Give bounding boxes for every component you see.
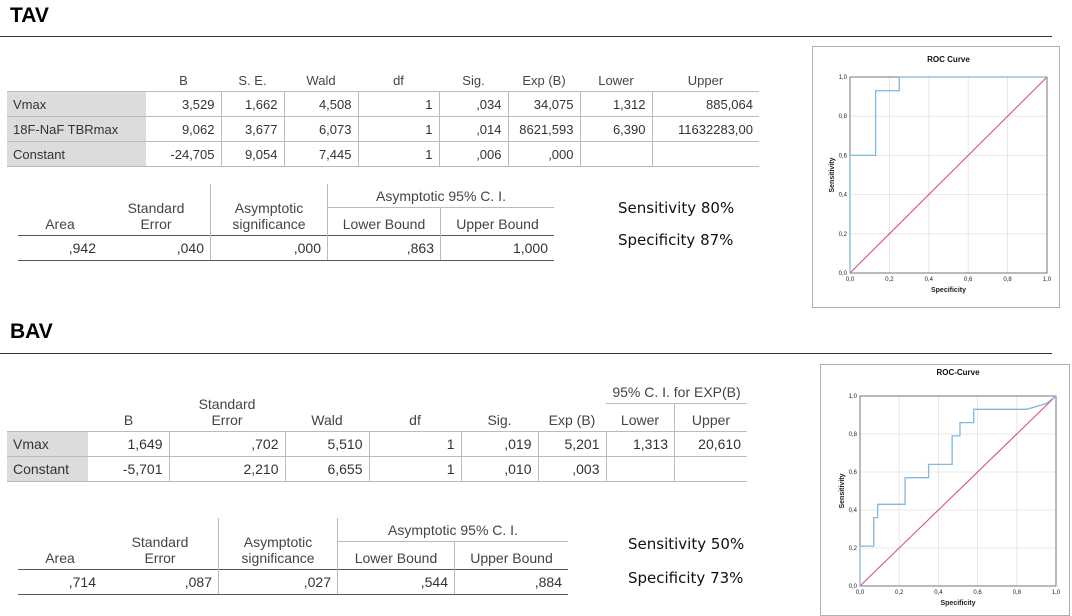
table-row [18,570,568,595]
y-tick-label: 0,0 [848,584,857,590]
bav-auc-header-ci: Asymptotic 95% C. I. [338,518,569,542]
tav-auc-header-lower: Lower Bound [328,208,441,236]
table-cell: 1 [369,457,461,482]
table-cell: 3,529 [146,92,221,117]
x-tick-label: 0,6 [964,277,973,283]
tav-header-upper: Upper [687,73,724,88]
bav-auc-header-sig-line2: significance [241,550,315,566]
bav-header-ci: 95% C. I. for EXP(B) [606,380,747,404]
bav-specificity: Specificity 73% [628,569,744,587]
x-axis-label: Specificity [930,287,967,294]
tav-auc-header-se-line1: Standard [127,200,185,216]
bav-header-upper: Upper [675,404,748,432]
x-tick-label: 0,0 [855,590,865,596]
table-cell: -5,701 [88,457,169,482]
tav-auc-header-area: Area [45,216,75,232]
bav-header-b: B [123,412,134,428]
tav-divider [0,36,1052,37]
table-cell: 1 [369,432,461,457]
bav-auc-header-row [18,518,568,542]
y-tick-label: 0,2 [848,546,857,552]
table-cell: 1,313 [606,432,675,457]
y-tick-label: 1,0 [848,394,857,400]
table-cell: 6,073 [284,117,358,142]
table-cell: 2,210 [169,457,285,482]
y-tick-label: 0,0 [838,271,847,277]
bav-auc-header-upper: Upper Bound [455,542,569,570]
bav-header-wald: Wald [311,412,343,428]
table-cell: ,003 [538,457,606,482]
table-row [7,457,747,482]
bav-header-se-line2: Error [211,412,243,428]
table-cell: 1 [358,142,439,167]
bav-heading: BAV [10,320,53,343]
tav-auc-header-ci: Asymptotic 95% C. I. [328,184,555,208]
table-row [7,117,759,142]
table-cell: ,000 [211,236,328,261]
table-row [7,142,759,167]
bav-auc-header-sig [219,518,338,570]
tav-row-label: Vmax [7,92,146,117]
tav-row-label: Constant [7,142,146,167]
y-tick-label: 0,6 [848,470,857,476]
y-tick-label: 0,4 [838,192,847,199]
tav-header-se: S. E. [238,73,267,88]
tav-header-df: df [393,73,404,88]
table-cell: 6,390 [580,117,652,142]
bav-header-expb: Exp (B) [548,412,596,428]
y-tick-label: 0,4 [848,508,857,514]
bav-row-label: Vmax [7,432,88,457]
table-cell: 8621,593 [508,117,580,142]
x-tick-label: 0,8 [1012,590,1021,596]
tav-roc-chart [812,46,1060,308]
tav-auc-header-sig [211,184,328,236]
tav-logistic-table [7,64,759,167]
table-cell: ,034 [439,92,508,117]
x-axis-label: Specificity [940,600,976,607]
table-row [7,432,747,457]
bav-sensitivity: Sensitivity 50% [628,535,745,553]
tav-auc-header-sig-line1: Asymptotic [234,200,304,216]
table-cell: ,014 [439,117,508,142]
table-cell: ,942 [18,236,102,261]
tav-logistic-header-row [7,64,759,92]
bav-header-se-line1: Standard [198,396,256,412]
bav-header-df: df [409,412,421,428]
bav-logistic-table [7,380,747,482]
y-tick-label: 0,8 [838,114,847,121]
bav-auc-header-lower: Lower Bound [338,542,455,570]
table-cell [652,142,759,167]
table-cell [580,142,652,167]
table-cell: 11632283,00 [652,117,759,142]
y-tick-label: 1,0 [838,75,847,81]
x-tick-label: 0,8 [1003,277,1012,283]
table-cell: ,702 [169,432,285,457]
x-tick-label: 0,6 [973,590,982,596]
y-axis-label: Sensitivity [839,473,846,509]
bav-auc-header-sig-line1: Asymptotic [243,534,313,550]
chart-title: ROC-Curve [936,368,980,377]
table-cell: 1,649 [88,432,169,457]
table-cell: -24,705 [146,142,221,167]
table-cell: 5,510 [285,432,369,457]
table-cell: 4,508 [284,92,358,117]
x-tick-label: 0,2 [895,590,904,596]
table-cell: ,019 [461,432,538,457]
table-cell: 1 [358,92,439,117]
x-tick-label: 0,4 [924,277,933,283]
chart-frame [821,365,1070,616]
tav-header-expb: Exp (B) [522,73,566,88]
table-cell: 6,655 [285,457,369,482]
bav-auc-table [18,518,568,595]
x-tick-label: 1,0 [1051,590,1061,596]
chart-title: ROC Curve [927,55,970,64]
table-cell: 885,064 [652,92,759,117]
table-cell: 9,062 [146,117,221,142]
bav-logistic-header-row [7,380,747,404]
bav-header-lower: Lower [620,412,660,428]
bav-header-se [169,380,285,432]
bav-roc-chart [820,364,1070,616]
table-cell: ,027 [219,570,338,595]
y-tick-label: 0,2 [838,231,847,238]
bav-auc-header-se-line1: Standard [131,534,189,550]
table-cell: 1 [358,117,439,142]
tav-auc-header-se-line2: Error [140,216,172,232]
bav-auc-header-se [102,518,219,570]
bav-header-sig: Sig. [487,412,512,428]
table-cell: ,714 [18,570,102,595]
table-cell: 9,054 [221,142,284,167]
tav-row-label: 18F-NaF TBRmax [7,117,146,142]
table-cell: 3,677 [221,117,284,142]
table-row [18,236,554,261]
table-cell: 1,662 [221,92,284,117]
tav-header-sig: Sig. [462,73,485,88]
table-cell: ,006 [439,142,508,167]
y-tick-label: 0,6 [838,153,847,160]
table-cell: ,544 [338,570,455,595]
table-cell: 1,000 [441,236,555,261]
table-row [7,92,759,117]
table-cell: 20,610 [675,432,748,457]
table-cell: 7,445 [284,142,358,167]
bav-row-label: Constant [7,457,88,482]
table-cell: ,863 [328,236,441,261]
tav-header-wald: Wald [306,73,336,88]
table-cell: 1,312 [580,92,652,117]
table-cell: 5,201 [538,432,606,457]
table-cell [675,457,748,482]
tav-specificity: Specificity 87% [618,231,734,249]
x-tick-label: 0,4 [934,590,943,596]
table-cell: ,000 [508,142,580,167]
y-tick-label: 0,8 [848,432,857,438]
tav-auc-header-row [18,184,554,208]
tav-sensitivity: Sensitivity 80% [618,199,735,217]
x-tick-label: 1,0 [1042,277,1052,283]
tav-header-b: B [179,73,188,88]
tav-auc-header-upper: Upper Bound [441,208,555,236]
bav-auc-header-area: Area [45,550,75,566]
y-axis-label: Sensitivity [829,157,836,193]
x-tick-label: 0,2 [885,277,894,283]
table-cell: ,040 [102,236,211,261]
tav-auc-table [18,184,554,261]
tav-header-lower: Lower [598,73,634,88]
tav-auc-header-se [102,184,211,236]
table-cell [606,457,675,482]
table-cell: ,010 [461,457,538,482]
table-cell: ,087 [102,570,219,595]
table-cell: 34,075 [508,92,580,117]
bav-auc-header-se-line2: Error [144,550,176,566]
table-cell: ,884 [455,570,569,595]
tav-auc-header-sig-line2: significance [232,216,306,232]
x-tick-label: 0,0 [845,277,855,283]
bav-divider [0,353,1052,354]
tav-heading: TAV [10,4,49,27]
